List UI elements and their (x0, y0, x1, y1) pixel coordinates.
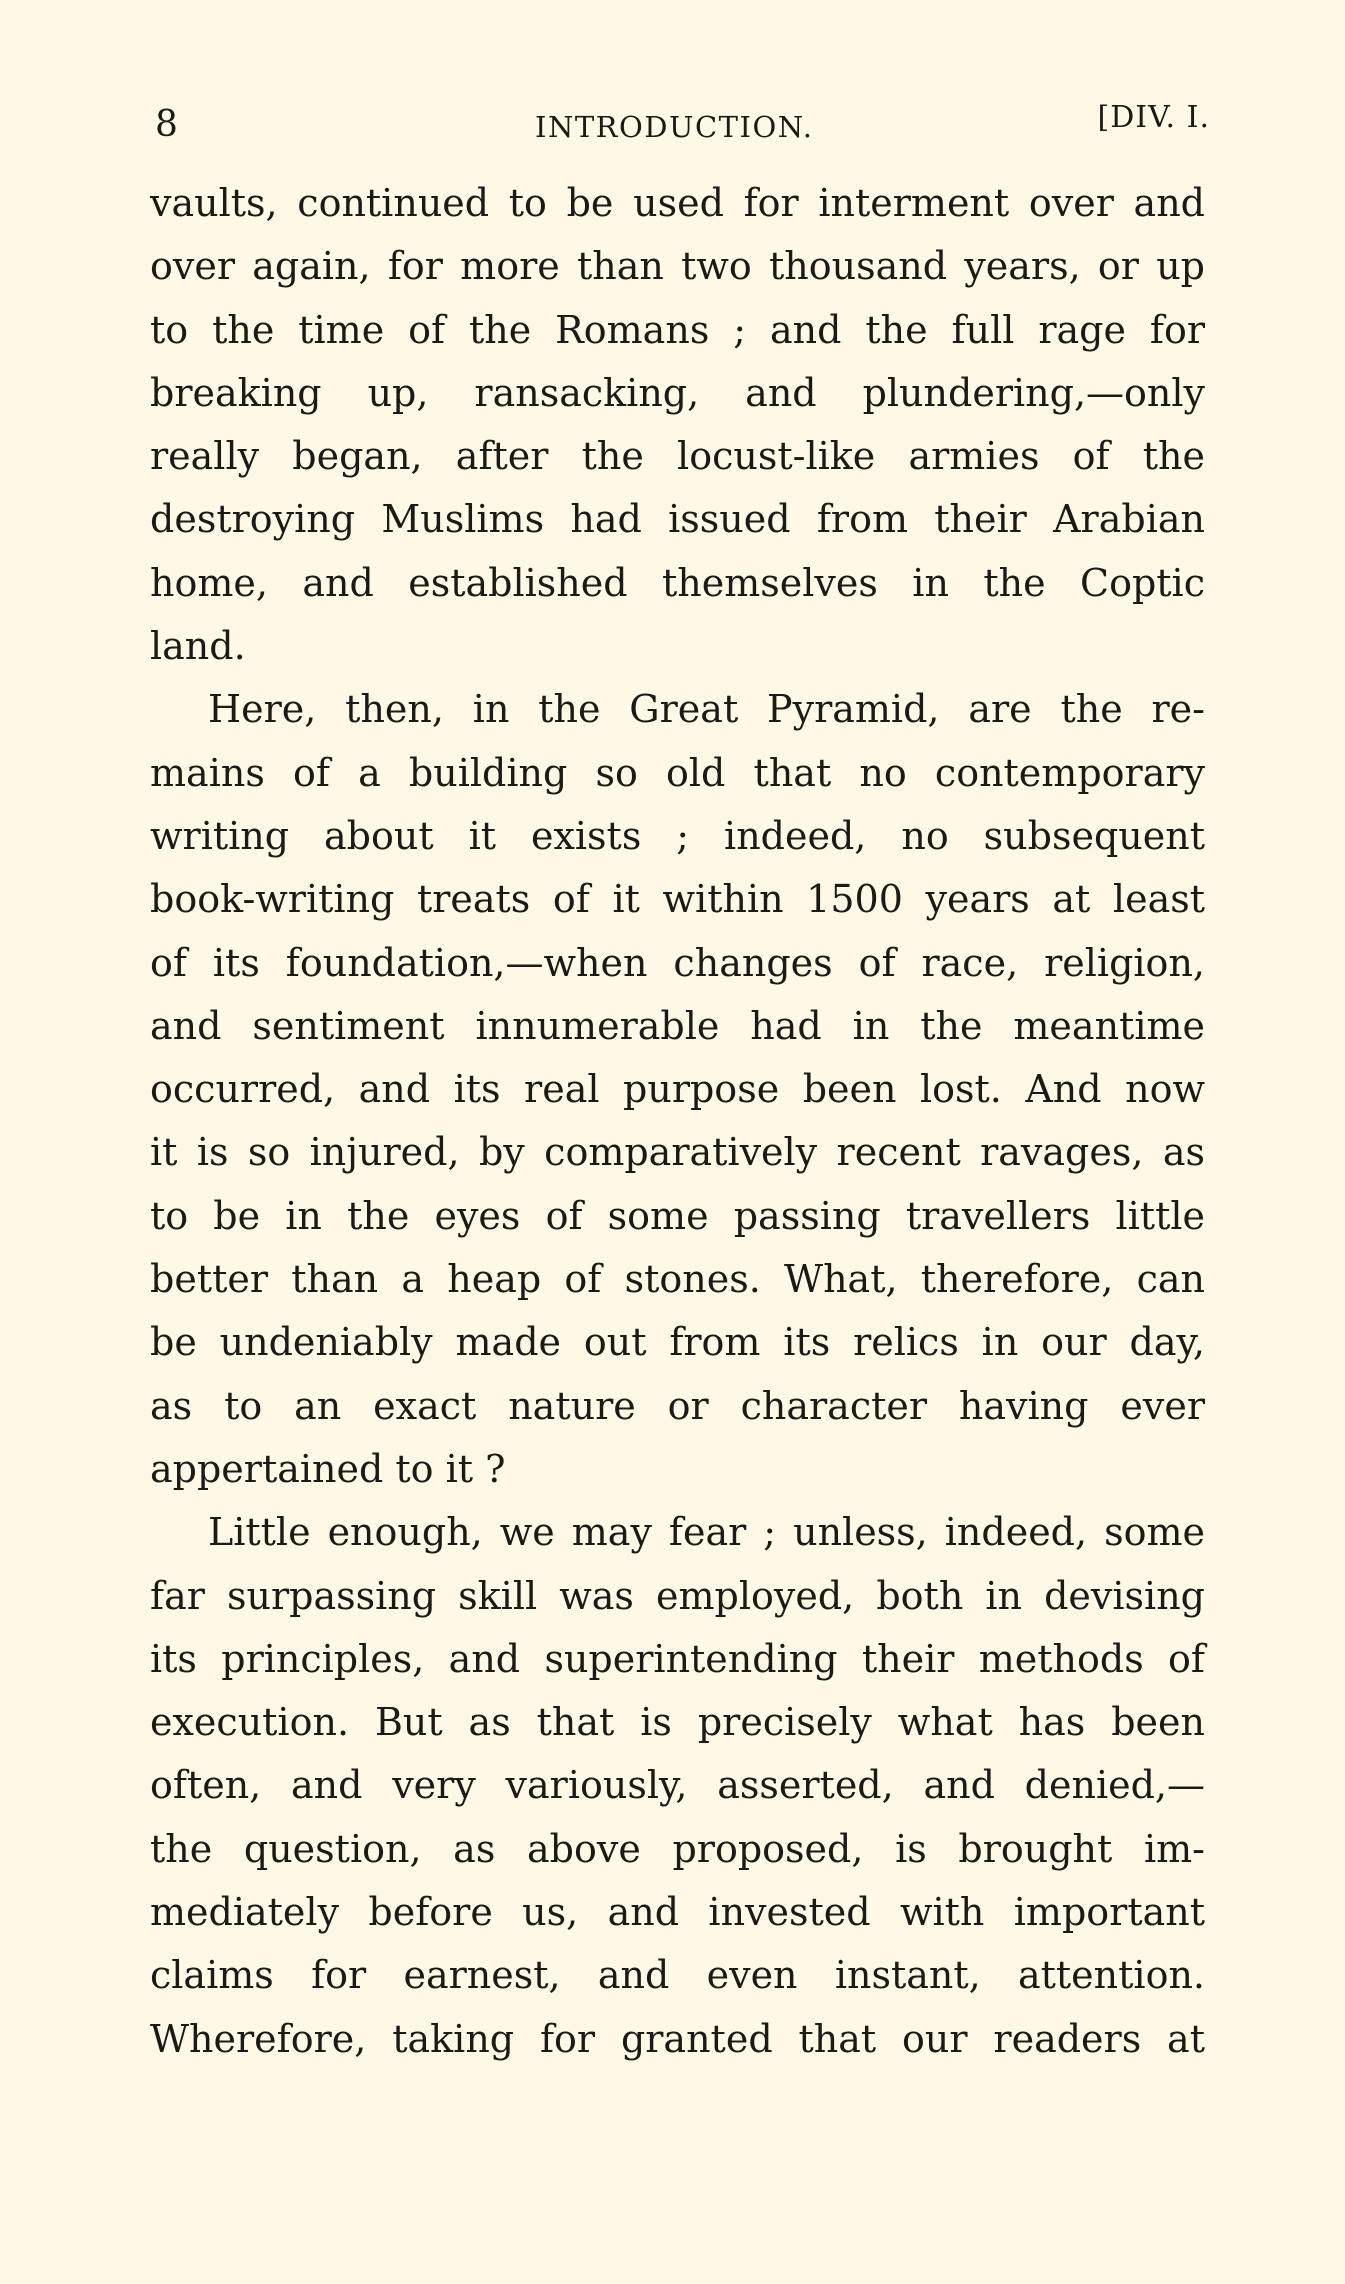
text-line: vaults, continued to be used for interment over and (150, 181, 1205, 225)
text-line: far surpassing skill was employed, both in devising (150, 1573, 1205, 1618)
text-line: Wherefore, taking for granted that our readers at (150, 2016, 1205, 2061)
text-line: its principles, and superintending their methods of (150, 1636, 1205, 1681)
division-label: [DIV. I. (1097, 100, 1210, 135)
text-line: book-writing treats of it within 1500 years at least (150, 877, 1205, 922)
text-line: appertained to it ? (150, 1446, 506, 1491)
paragraph-first-line: Here, then, in the Great Pyramid, are the re- (208, 687, 1205, 732)
page-header (155, 100, 1210, 150)
text-line: over again, for more than two thousand years, or up (150, 244, 1205, 289)
text-line: to be in the eyes of some passing travellers little (150, 1193, 1205, 1238)
text-line: destroying Muslims had issued from their Arabian (150, 497, 1205, 542)
text-line: claims for earnest, and even instant, attention. (150, 1953, 1205, 1998)
text-line: it is so injured, by comparatively recent ravages, as (150, 1130, 1205, 1175)
text-line: execution. But as that is precisely what has been (150, 1700, 1205, 1745)
text-line: better than a heap of stones. What, therefore, can (150, 1257, 1205, 1302)
text-line: really began, after the locust-like armies of the (150, 434, 1205, 479)
text-line: home, and established themselves in the Coptic (150, 560, 1205, 605)
text-line: often, and very variously, asserted, and denied,— (150, 1763, 1205, 1808)
text-line: writing about it exists ; indeed, no subsequent (150, 813, 1205, 858)
text-line: to the time of the Romans ; and the full rage for (150, 307, 1205, 352)
text-line: breaking up, ransacking, and plundering,—only (150, 370, 1205, 415)
body-text (150, 172, 1205, 2071)
text-line: and sentiment innumerable had in the meantime (150, 1003, 1205, 1048)
text-line: mains of a building so old that no contemporary (150, 750, 1205, 795)
page-number: 8 (155, 104, 178, 145)
text-line: be undeniably made out from its relics in our day, (150, 1320, 1205, 1365)
text-line: of its foundation,—when changes of race, religion, (150, 940, 1205, 985)
text-line: occurred, and its real purpose been lost. And now (150, 1067, 1205, 1112)
text-line: as to an exact nature or character having ever (150, 1383, 1205, 1428)
text-line: the question, as above proposed, is brought im- (150, 1826, 1205, 1871)
text-line: mediately before us, and invested with important (150, 1890, 1205, 1935)
paragraph-first-line: Little enough, we may fear ; unless, indeed, some (208, 1510, 1205, 1555)
text-line: land. (150, 624, 246, 669)
running-title: INTRODUCTION. (535, 110, 814, 144)
